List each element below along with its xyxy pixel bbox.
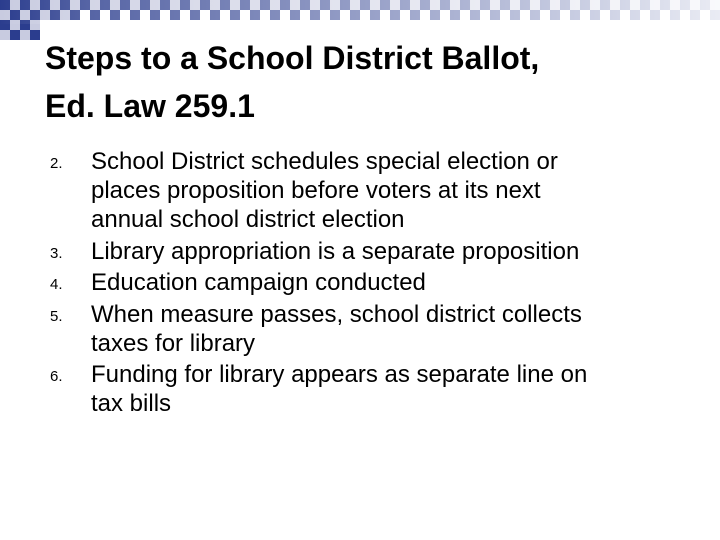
- slide-title: [45, 34, 695, 130]
- list-item-step-6: [0, 360, 720, 418]
- step-text-line: Education campaign conducted: [91, 269, 426, 296]
- checker-square: [0, 30, 10, 40]
- step-number: 6.: [50, 368, 63, 385]
- step-number: 2.: [50, 155, 63, 172]
- step-number: 4.: [50, 276, 63, 293]
- list-item-step-4: [0, 268, 720, 297]
- list-item-step-5: [0, 300, 720, 358]
- checker-square: [30, 30, 40, 40]
- checker-square: [20, 30, 30, 40]
- list-item-step-3: [0, 237, 720, 266]
- step-text-line: School District schedules special election or: [91, 148, 558, 175]
- step-text-line: When measure passes, school district collects: [91, 300, 582, 328]
- step-text-line: taxes for library: [91, 329, 256, 357]
- step-number: 5.: [50, 307, 63, 325]
- slide-title-line-1: Steps to a School District Ballot,: [45, 40, 540, 76]
- checker-square: [10, 30, 20, 40]
- step-text-line: annual school district election: [91, 206, 405, 233]
- step-text-line: Funding for library appears as separate line on: [91, 361, 588, 388]
- step-number: 3.: [50, 244, 63, 262]
- step-text-line: places proposition before voters at its next: [91, 177, 541, 204]
- numbered-steps-list: [0, 147, 720, 421]
- step-text-line: tax bills: [91, 390, 172, 417]
- list-item-step-2: [0, 147, 720, 234]
- slide-title-line-2: Ed. Law 259.1: [45, 88, 255, 124]
- step-text-line: Library appropriation is a separate proposition: [91, 237, 580, 265]
